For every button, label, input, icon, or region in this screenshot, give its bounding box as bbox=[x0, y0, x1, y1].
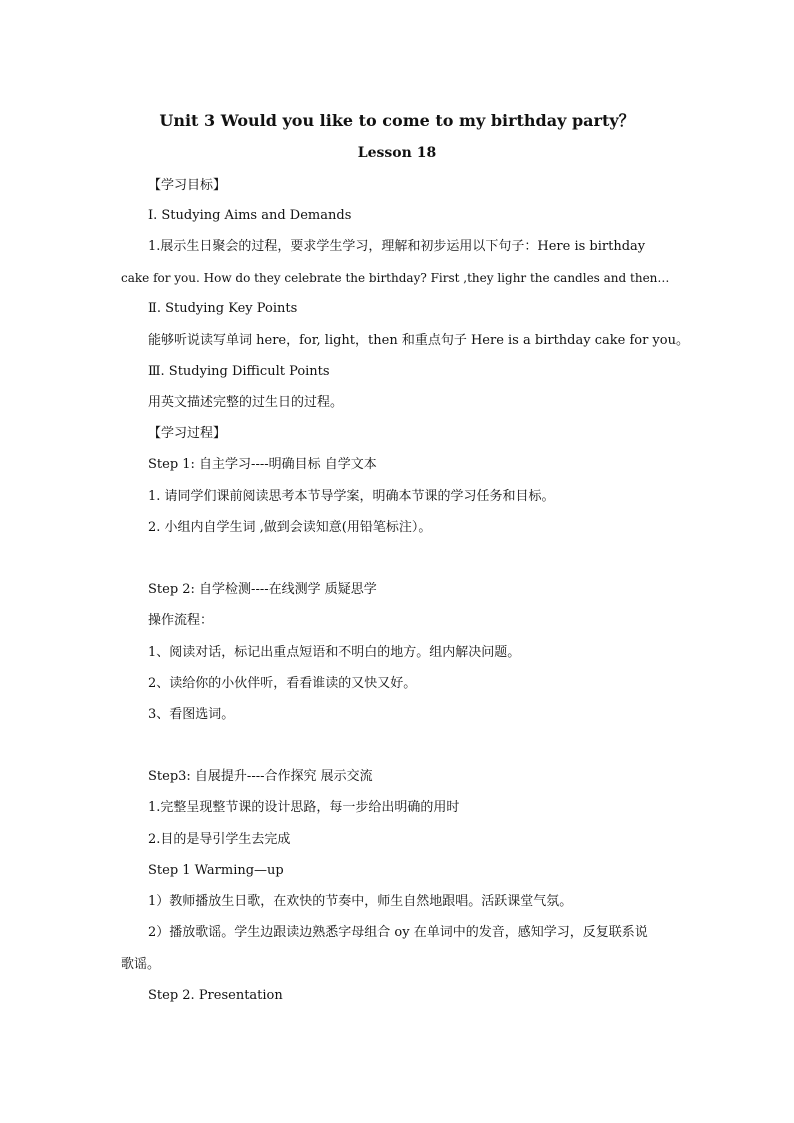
paragraph-line: 1. 请同学们课前阅读思考本节导学案，明确本节课的学习任务和目标。 bbox=[148, 489, 555, 504]
paragraph-line: Step 1: 自主学习----明确目标 自学文本 bbox=[148, 457, 377, 472]
paragraph-line: Ⅰ. Studying Aims and Demands bbox=[148, 208, 352, 223]
paragraph-line: Step 2. Presentation bbox=[148, 988, 283, 1003]
lesson-subtitle: Lesson 18 bbox=[357, 145, 437, 161]
paragraph-line: 2. 小组内自学生词 ,做到会读知意(用铅笔标注）。 bbox=[148, 520, 432, 535]
paragraph-line: cake for you. How do they celebrate the birthday? First ,they lighr the candles and then… bbox=[121, 271, 670, 285]
paragraph-line: 用英文描述完整的过生日的过程。 bbox=[148, 395, 344, 410]
paragraph-line: Step 1 Warming—up bbox=[148, 863, 284, 878]
section-heading-objectives: 【学习目标】 bbox=[148, 178, 227, 193]
paragraph-line: 能够听说读写单词 here，for, light，then 和重点句子 Here is a birthday cake for you。 bbox=[148, 333, 689, 348]
paragraph-line: 2）播放歌谣。学生边跟读边熟悉字母组合 oy 在单词中的发音，感知学习，反复联系说 bbox=[148, 925, 648, 940]
paragraph-line: 1、阅读对话，标记出重点短语和不明白的地方。组内解决问题。 bbox=[148, 645, 521, 660]
paragraph-line: 3、看图选词。 bbox=[148, 707, 235, 722]
paragraph-line: 2.目的是导引学生去完成 bbox=[148, 832, 291, 847]
paragraph-line: Ⅱ. Studying Key Points bbox=[148, 301, 298, 316]
paragraph-line: Step3: 自展提升----合作探究 展示交流 bbox=[148, 769, 373, 784]
paragraph-line: 1）教师播放生日歌，在欢快的节奏中，师生自然地跟唱。活跃课堂气氛。 bbox=[148, 894, 573, 909]
paragraph-line: Ⅲ. Studying Difficult Points bbox=[148, 364, 330, 379]
paragraph-line: Step 2: 自学检测----在线测学 质疑思学 bbox=[148, 582, 377, 597]
document-title: Unit 3 Would you like to come to my birthday party？ bbox=[159, 111, 635, 130]
paragraph-line: 2、读给你的小伙伴听，看看谁读的又快又好。 bbox=[148, 676, 417, 691]
paragraph-line: 歌谣。 bbox=[121, 957, 161, 972]
paragraph-line: 1.完整呈现整节课的设计思路，每一步给出明确的用时 bbox=[148, 800, 460, 815]
paragraph-line: 操作流程： bbox=[148, 613, 214, 628]
section-heading-process: 【学习过程】 bbox=[148, 426, 227, 441]
paragraph-line: 1.展示生日聚会的过程，要求学生学习，理解和初步运用以下句子：Here is birthday bbox=[148, 239, 646, 254]
